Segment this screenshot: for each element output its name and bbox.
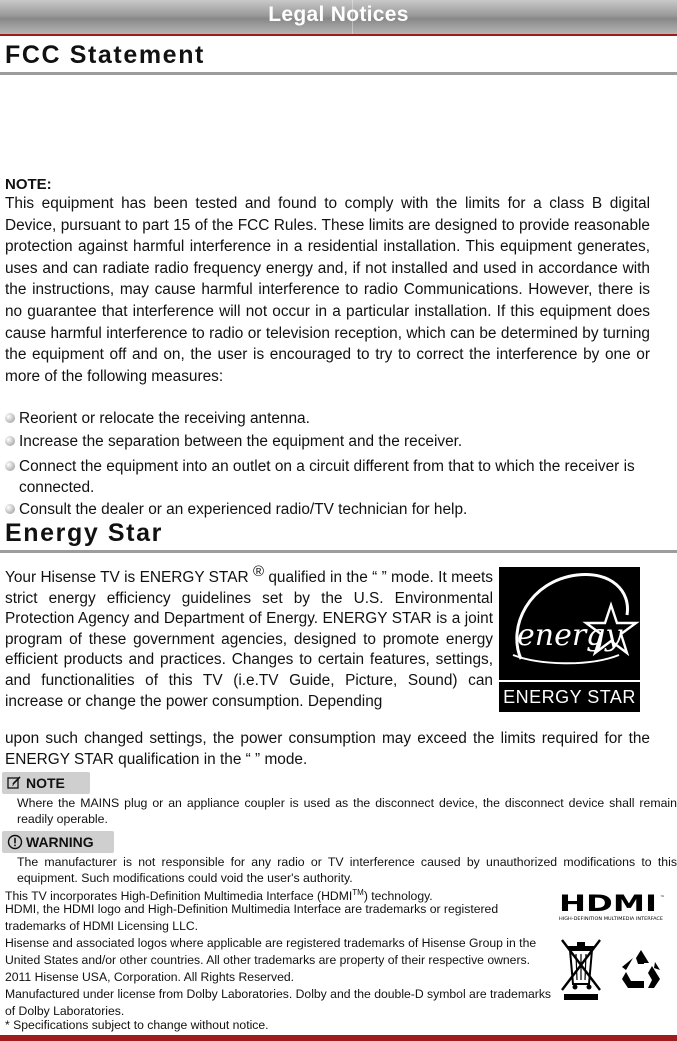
list-item bbox=[5, 499, 677, 520]
recycle-logo bbox=[618, 946, 664, 997]
measure-text: Reorient or relocate the receiving antenna. bbox=[19, 410, 310, 427]
hisense-trademark-text: Hisense and associated logos where applicable are registered trademarks of Hisense Group in the United States and/or other countries. All other trademarks are property of their respective owners. 2011 Hisense USA, Corporation. All Rights Reserved. bbox=[5, 936, 537, 984]
dolby-text: Manufactured under license from Dolby Laboratories. Dolby and the double-D symbol are trademarks of Dolby Laboratories. bbox=[5, 987, 552, 1018]
measure-text: Increase the separation between the equipment and the receiver. bbox=[19, 433, 463, 450]
fcc-paragraph: This equipment has been tested and found to comply with the limits for a class B digital Device, pursuant to part 15 of the FCC Rules. These limits are designed to provide reasonable protection against harmful interference in a residential installation. This equipment generates, uses and can radiate radio frequency energy and, if not installed and used in accordance with the instructions, may cause harmful interference to radio Communications. However, there is no guarantee that interference will not occur in a particular installation. If this equipment does cause harmful interference to radio or television reception, which can be determined by turning the equipment off and on, the user is encouraged to try to correct the interference by one or more of the following measures: bbox=[5, 195, 650, 385]
fcc-note-label: NOTE: bbox=[5, 176, 52, 193]
hdmi-trademark-text: HDMI, the HDMI logo and High-Definition Multimedia Interface are trademarks or registered trademarks of HDMI Licensing LLC. bbox=[5, 902, 499, 933]
note-pencil-icon bbox=[7, 775, 22, 790]
crossed-bin-icon bbox=[558, 936, 604, 1002]
weee-bin-logo bbox=[558, 936, 604, 1007]
hdmi-line-end: ) technology. bbox=[363, 889, 433, 904]
header-bar bbox=[0, 0, 677, 36]
energy-star-emblem-icon bbox=[499, 567, 640, 680]
energy-script: energy bbox=[517, 618, 623, 653]
bullet-icon bbox=[5, 504, 15, 514]
tm-mark: TM bbox=[352, 888, 364, 897]
footer-bar bbox=[0, 1035, 677, 1041]
hdmi-logo bbox=[557, 893, 669, 928]
note-label: NOTE bbox=[26, 775, 65, 791]
bullet-icon bbox=[5, 461, 15, 471]
measure-text: Consult the dealer or an experienced radio/TV technician for help. bbox=[19, 501, 468, 518]
energy-star-logo bbox=[499, 567, 640, 712]
list-item bbox=[5, 408, 677, 429]
list-item bbox=[5, 456, 639, 498]
page-title: Legal Notices bbox=[268, 3, 409, 26]
energy-star-heading: Energy Star bbox=[5, 519, 163, 547]
energy-star-logo-label: ENERGY STAR bbox=[499, 680, 640, 712]
hdmi-line-start: This TV incorporates High-Definition Multimedia Interface (HDMI bbox=[5, 889, 353, 904]
warning-text: The manufacturer is not responsible for any radio or TV interference caused by unauthorized modifications to this equipment. Such modifications could void the user's authority. bbox=[17, 855, 677, 885]
recycle-icon bbox=[618, 946, 664, 992]
note-tag bbox=[2, 772, 90, 794]
hdmi-wordmark: HDMI bbox=[559, 893, 657, 917]
hdmi-tagline: HIGH-DEFINITION MULTIMEDIA INTERFACE bbox=[559, 917, 656, 922]
bullet-icon bbox=[5, 436, 15, 446]
fcc-heading: FCC Statement bbox=[5, 41, 205, 69]
bullet-icon bbox=[5, 413, 15, 423]
hdmi-logo-icon bbox=[557, 893, 669, 923]
energy-star-text-rest: qualified in the “ ” mode. It meets strict energy efficiency guidelines set by the U.S. Environmental Protection Agency and Department of Energy. ENERGY STAR is a joint program of these government agencies, designed to promote energy efficient products and practices. Changes to certain features, settings, and functionalities of this TV (i.e.TV Guide, Picture, Sound) can increase or change the power consumption. Depending bbox=[5, 569, 493, 710]
energy-star-paragraph bbox=[5, 562, 493, 712]
note-text: Where the MAINS plug or an appliance coupler is used as the disconnect device, the disconnect device shall remain readily operable. bbox=[17, 796, 677, 826]
hdmi-tm: ™ bbox=[660, 895, 665, 901]
measure-text: Connect the equipment into an outlet on a circuit different from that to which the receiver is connected. bbox=[19, 458, 635, 496]
specs-notice: * Specifications subject to change without notice. bbox=[5, 1018, 269, 1032]
warning-label: WARNING bbox=[26, 834, 94, 850]
energy-star-text-start: Your Hisense TV is ENERGY STAR bbox=[5, 569, 249, 586]
warning-icon bbox=[7, 834, 23, 850]
fcc-divider bbox=[0, 72, 677, 75]
registered-mark: ® bbox=[252, 563, 264, 580]
list-item bbox=[5, 431, 677, 452]
warning-tag bbox=[2, 831, 114, 853]
energy-star-paragraph-tail: upon such changed settings, the power consumption may exceed the limits required for the ENERGY STAR qualification in the “ ” mode. bbox=[5, 730, 650, 768]
energy-star-divider bbox=[0, 550, 677, 553]
